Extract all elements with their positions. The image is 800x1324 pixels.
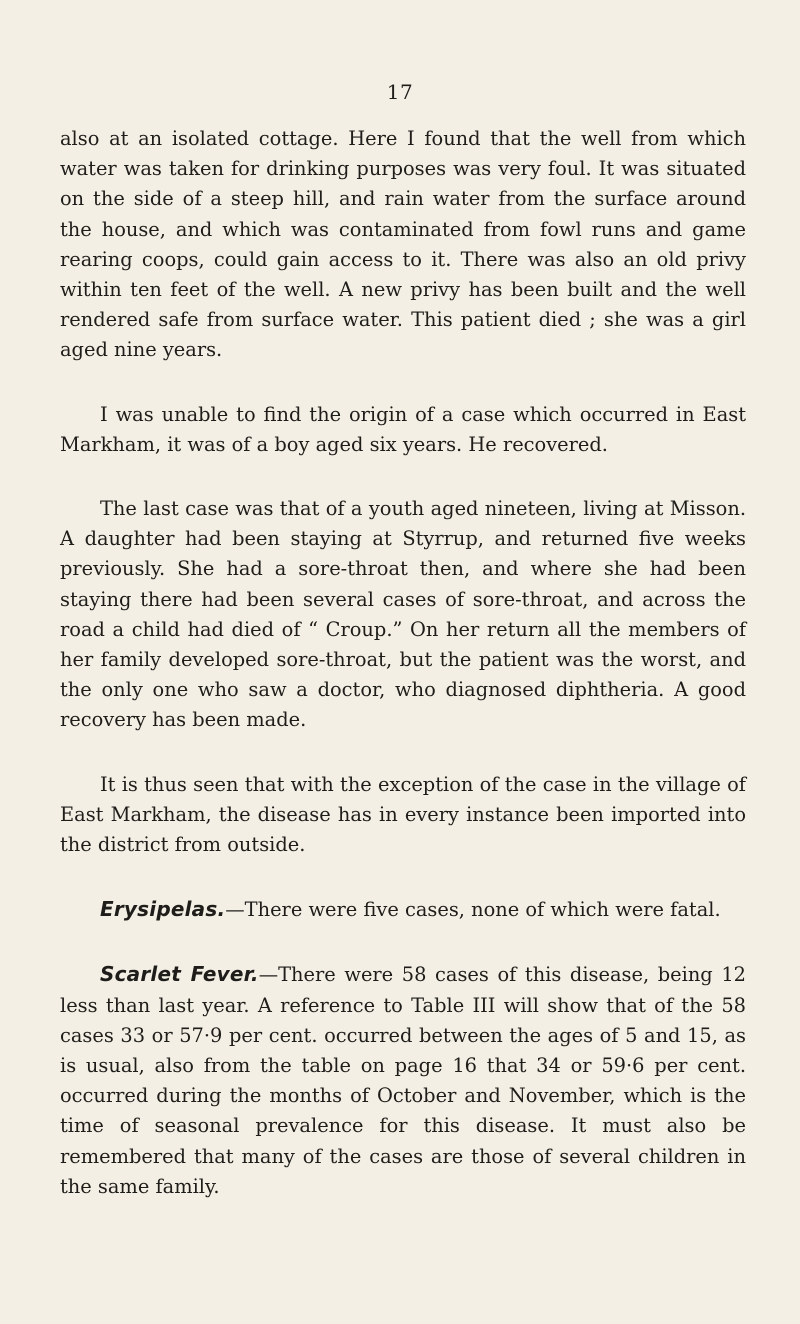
paragraph-text: It is thus seen that with the exception of the case in the village of East Markham, the disease has in every instance been imported into the district from outside. — [60, 772, 746, 857]
paragraph-scarlet-fever — [60, 959, 746, 1202]
paragraph-text: —There were five cases, none of which were fatal. — [225, 898, 721, 922]
paragraph-isolated-cottage — [60, 124, 746, 366]
paragraph-misson-case — [60, 494, 746, 736]
section-heading-erysipelas: Erysipelas. — [100, 897, 226, 922]
section-heading-scarlet-fever: Scarlet Fever. — [100, 962, 259, 987]
paragraph-east-markham — [60, 400, 746, 460]
page-number: 17 — [386, 80, 414, 104]
body-text — [60, 124, 746, 1236]
paragraph-text: also at an isolated cottage. Here I found that the well from which water was taken for drinking purposes was very foul. It was situated on the side of a steep hill, and rain water from the surface around the house, and which was contaminated from fowl runs and game rearing coops, could gain access to it. There was also an old privy within ten feet of the well. A new privy has been built and the well rendered safe from surface water. This patient died ; she was a girl aged nine years. — [60, 127, 746, 362]
paragraph-imported-disease — [60, 770, 746, 861]
paragraph-text: —There were 58 cases of this disease, being 12 less than last year. A reference to Table III will show that of the 58 cases 33 or 57·9 per cent. occurred between the ages of 5 and 15, as is usual, also from the table on page 16 that 34 or 59·6 per cent. occurred during the months of October and November, which is the time of seasonal prevalence for this disease. It must also be remembered that many of the cases are those of several children in the same family. — [60, 963, 747, 1198]
paragraph-text: I was unable to find the origin of a case which occurred in East Markham, it was of a boy aged six years. He recovered. — [60, 402, 746, 456]
paragraph-erysipelas — [60, 894, 746, 925]
paragraph-text: The last case was that of a youth aged nineteen, living at Misson. A daughter had been staying at Styrrup, and returned five weeks previously. She had a sore-throat then, and where she had been staying there had been several cases of sore-throat, and across the road a child had died of “ Croup.” On her return all the members of her family developed sore-throat, but the patient was the worst, and the only one who saw a doctor, who diagnosed diphtheria. A good recovery has been made. — [60, 497, 746, 732]
